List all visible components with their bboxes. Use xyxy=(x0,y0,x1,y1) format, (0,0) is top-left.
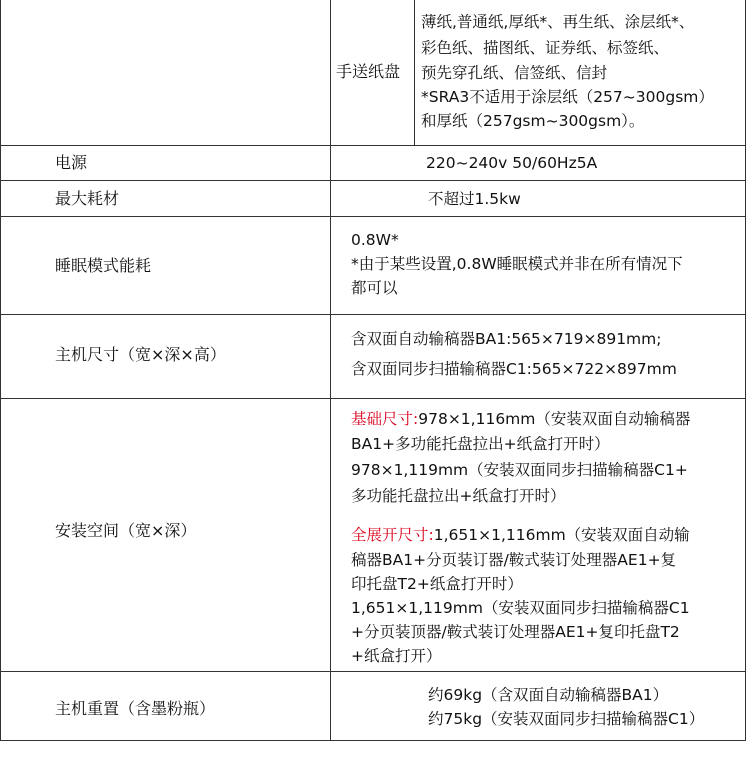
install-full-line: 1,651×1,119mm（安装双面同步扫描输稿器C1 xyxy=(351,599,690,617)
table-left-border xyxy=(0,0,1,741)
manual-tray-line: 薄纸,普通纸,厚纸*、再生纸、涂层纸*、 xyxy=(421,13,695,31)
install-full-line: 印托盘T2+纸盒打开时） xyxy=(351,575,523,593)
row-divider xyxy=(0,145,745,146)
sleep-power-line: *由于某些设置,0.8W睡眠模式并非在所有情况下 xyxy=(351,255,683,273)
install-full-line xyxy=(351,524,690,546)
power-label: 电源 xyxy=(55,153,88,172)
install-full-line: 稿器BA1+分页装订器/鞍式装订处理器AE1+复 xyxy=(351,551,677,569)
sleep-power-label: 睡眠模式能耗 xyxy=(55,256,152,275)
row-divider xyxy=(0,740,745,741)
weight-line: 约69kg（含双面自动输稿器BA1） xyxy=(428,686,669,704)
install-basic-line: 多功能托盘拉出+纸盒打开时） xyxy=(351,487,566,505)
install-full-line: +纸盒打开） xyxy=(351,647,442,665)
row-divider xyxy=(0,314,745,315)
manual-tray-line: 彩色纸、描图纸、证券纸、标签纸、 xyxy=(421,39,670,57)
weight-label: 主机重置（含墨粉瓶） xyxy=(55,699,216,718)
table-right-border xyxy=(745,0,746,741)
weight-line: 约75kg（安装双面同步扫描输稿器C1） xyxy=(428,710,705,728)
install-basic-line: 978×1,119mm（安装双面同步扫描输稿器C1+ xyxy=(351,461,688,479)
basic-size-value: 978×1,116mm（安装双面自动输稿器 xyxy=(418,410,691,428)
row-divider xyxy=(0,216,745,217)
row-divider xyxy=(0,398,745,399)
dimensions-label: 主机尺寸（宽×深×高） xyxy=(55,345,226,364)
install-basic-line: BA1+多功能托盘拉出+纸盒打开时） xyxy=(351,435,610,453)
manual-tray-line: *SRA3不适用于涂层纸（257~300gsm） xyxy=(421,88,714,106)
manual-tray-line: 预先穿孔纸、信签纸、信封 xyxy=(421,64,608,82)
install-full-line: +分页装顶器/鞍式装订处理器AE1+复印托盘T2 xyxy=(351,623,680,641)
row-divider xyxy=(0,671,745,672)
basic-size-label: 基础尺寸: xyxy=(351,410,419,428)
install-basic-line xyxy=(351,408,690,430)
install-space-label: 安装空间（宽×深） xyxy=(55,521,197,540)
dimensions-line: 含双面同步扫描输稿器C1:565×722×897mm xyxy=(351,360,677,378)
max-consumption-label: 最大耗材 xyxy=(55,189,120,208)
sleep-power-line: 0.8W* xyxy=(351,231,399,249)
subcolumn-divider xyxy=(414,0,415,146)
max-consumption-value: 不超过1.5kw xyxy=(428,190,521,208)
full-size-label: 全展开尺寸: xyxy=(351,526,434,544)
column-divider xyxy=(330,0,331,741)
dimensions-line: 含双面自动输稿器BA1:565×719×891mm; xyxy=(351,330,662,348)
power-value: 220~240v 50/60Hz5A xyxy=(426,154,598,172)
sleep-power-line: 都可以 xyxy=(351,279,398,297)
manual-tray-line: 和厚纸（257gsm~300gsm）。 xyxy=(421,112,645,130)
row-divider xyxy=(0,180,745,181)
manual-tray-label: 手送纸盘 xyxy=(336,62,401,81)
full-size-value: 1,651×1,116mm（安装双面自动输 xyxy=(433,526,690,544)
